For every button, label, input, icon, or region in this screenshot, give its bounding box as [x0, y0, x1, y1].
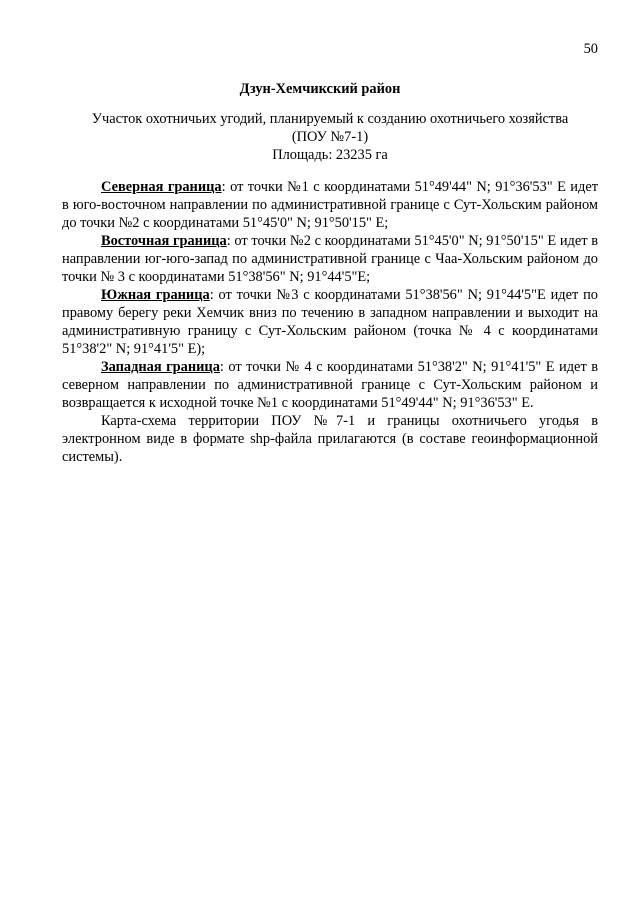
north-boundary-text: : от точки №1 с координатами 51°49'44" N; 91°36'53" E идет в юго-восточном направлении по административной границе с Сут-Хольским районом до точки №2 с координатами 51°45'0" N; 91°50'15" E; — [62, 179, 598, 231]
west-boundary-paragraph — [62, 358, 598, 412]
east-boundary-text: : от точки №2 с координатами 51°45'0" N; 91°50'15" E идет в направлении юг-юго-запад по административной границе с Чаа-Хольским районом до точки № 3 с координатами 51°38'56" N; 91°44'5"E; — [62, 233, 598, 285]
north-boundary-paragraph — [62, 178, 598, 232]
south-boundary-paragraph — [62, 286, 598, 358]
east-boundary-paragraph — [62, 232, 598, 286]
subtitle-line-plot: Участок охотничьих угодий, планируемый к созданию охотничьего хозяйства — [91, 111, 569, 127]
west-boundary-text: : от точки № 4 с координатами 51°38'2" N; 91°41'5" E идет в северном направлении по административной границе с Сут-Хольским районом и возвращается к исходной точке №1 с координатами 51°49'44" N; 91°36'53" E. — [62, 359, 598, 411]
subtitle-line-id: (ПОУ №7-1) — [291, 129, 369, 145]
document-body — [62, 178, 598, 466]
east-boundary-heading: Восточная граница — [101, 233, 227, 249]
west-boundary-heading: Западная граница — [101, 359, 220, 375]
subtitle-line-area: Площадь: 23235 га — [272, 147, 388, 163]
page-number: 50 — [583, 41, 598, 57]
south-boundary-heading: Южная граница — [101, 287, 210, 303]
closing-paragraph: Карта-схема территории ПОУ №7-1 и границы охотничьего угодья в электронном виде в формате shp-файла прилагаются (в составе геоинформационной системы). — [62, 413, 598, 465]
subtitle-block — [62, 110, 598, 164]
south-boundary-text: : от точки №3 с координатами 51°38'56" N; 91°44'5"E идет по правому берегу реки Хемчик вниз по течению в западном направлении и выходит на административную границу с Сут-Хольским районом (точка № 4 с координатами 51°38'2" N; 91°41'5" E); — [62, 287, 598, 357]
district-title: Дзун-Хемчикский район — [239, 81, 401, 97]
north-boundary-heading: Северная граница — [101, 179, 222, 195]
